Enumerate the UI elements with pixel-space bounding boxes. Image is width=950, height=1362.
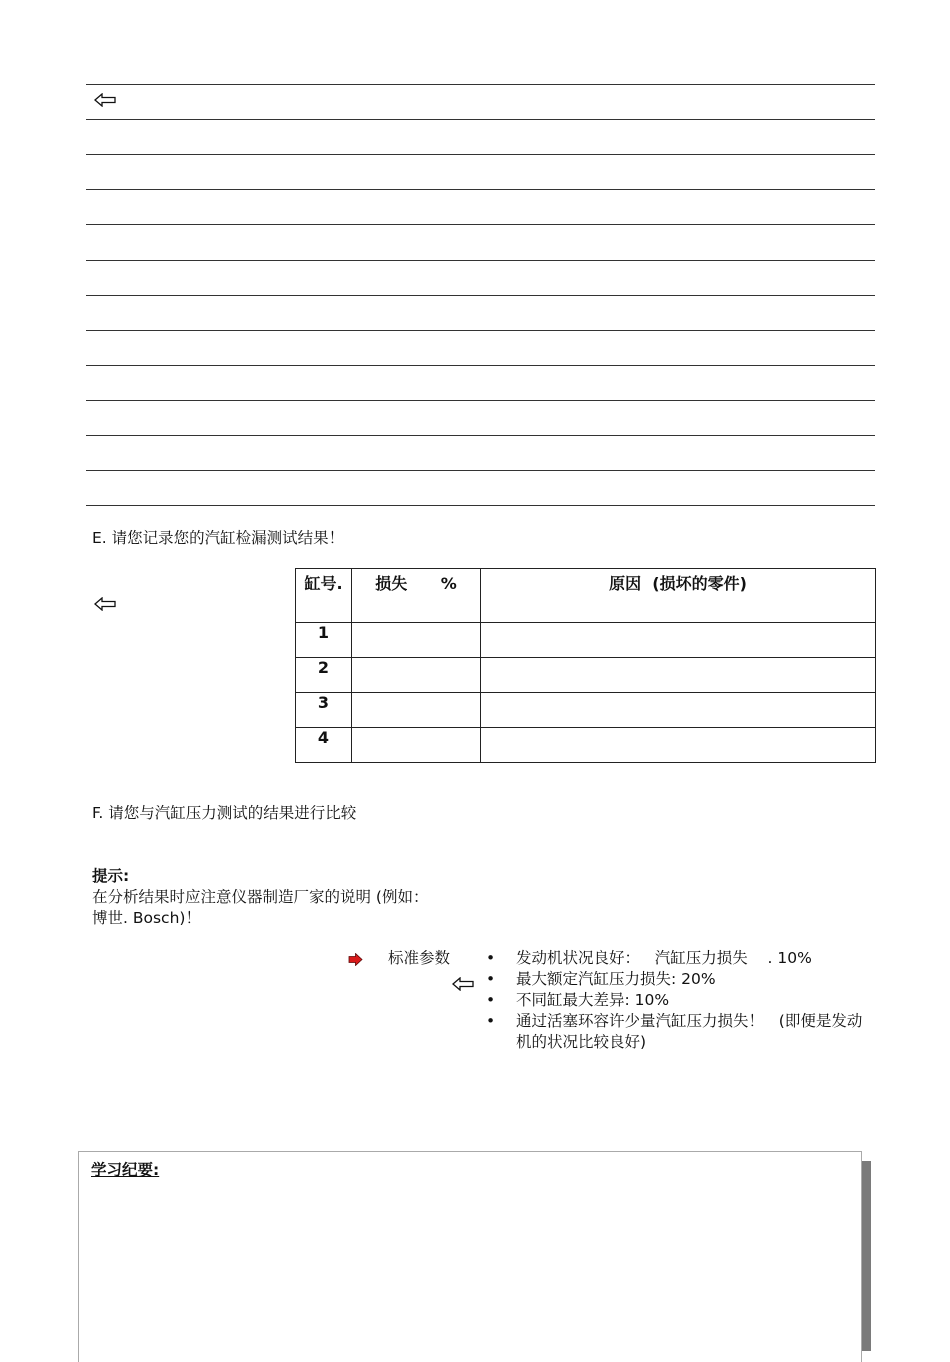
notes-title: 学习纪要: — [91, 1161, 160, 1179]
table-row — [296, 658, 876, 693]
cause-cell — [481, 693, 876, 728]
study-notes-box[interactable] — [78, 1151, 862, 1362]
table-row — [296, 693, 876, 728]
header-cylinder: 缸号. — [296, 569, 352, 623]
writing-line — [86, 470, 875, 471]
section-e-title: E. 请您记录您的汽缸检漏测试结果！ — [92, 529, 345, 547]
writing-line — [86, 365, 875, 366]
hint-label: 提示: — [92, 867, 130, 885]
hint-line-1: 在分析结果时应注意仪器制造厂家的说明 (例如： — [92, 888, 429, 906]
notes-box-shadow — [862, 1161, 871, 1351]
hint-line-2: 博世. Bosch)！ — [92, 909, 201, 927]
standard-label: 标准参数 — [388, 949, 451, 967]
list-item: • 发动机状况良好： 汽缸压力损失 . 10% — [486, 949, 812, 967]
writing-line — [86, 260, 875, 261]
writing-line — [86, 119, 875, 120]
header-loss: 损失 % — [352, 569, 481, 623]
writing-line — [86, 400, 875, 401]
writing-line — [86, 84, 875, 85]
writing-line — [86, 224, 875, 225]
writing-line — [86, 330, 875, 331]
table-header-row — [296, 569, 876, 623]
red-arrow-right-icon — [348, 953, 363, 966]
writing-line — [86, 154, 875, 155]
table-row — [296, 728, 876, 763]
left-arrow-outline-icon — [94, 93, 116, 107]
loss-cell — [352, 658, 481, 693]
cause-cell — [481, 623, 876, 658]
list-item: • 不同缸最大差异: 10% — [486, 991, 670, 1009]
section-f-title: F. 请您与汽缸压力测试的结果进行比较 — [92, 804, 357, 822]
cylinder-number: 4 — [296, 728, 352, 763]
list-item: • 通过活塞环容许少量汽缸压力损失！ (即便是发动机的状况比较良好) — [486, 1012, 863, 1051]
loss-cell — [352, 728, 481, 763]
cylinder-number: 3 — [296, 693, 352, 728]
loss-cell — [352, 623, 481, 658]
list-item: • 最大额定汽缸压力损失: 20% — [486, 970, 716, 988]
cause-cell — [481, 728, 876, 763]
cylinder-number: 1 — [296, 623, 352, 658]
loss-cell — [352, 693, 481, 728]
header-cause: 原因 (损坏的零件) — [481, 569, 876, 623]
left-arrow-outline-icon — [452, 977, 474, 991]
standard-list — [484, 948, 866, 1053]
writing-line — [86, 189, 875, 190]
cylinder-number: 2 — [296, 658, 352, 693]
table-row — [296, 623, 876, 658]
writing-line — [86, 505, 875, 506]
writing-line — [86, 435, 875, 436]
writing-line — [86, 295, 875, 296]
cause-cell — [481, 658, 876, 693]
leak-test-table — [295, 568, 876, 763]
left-arrow-outline-icon — [94, 597, 116, 611]
